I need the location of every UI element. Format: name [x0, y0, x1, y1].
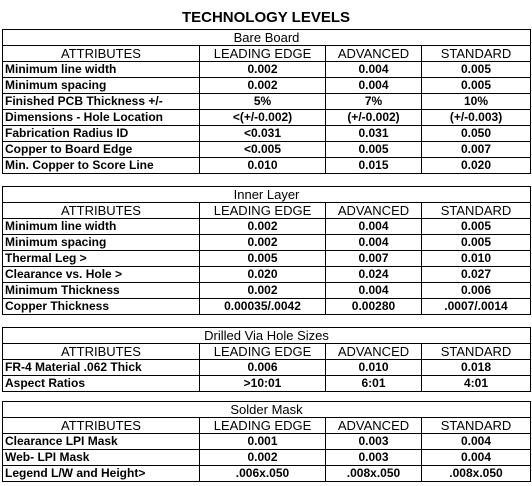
section-table-drilled-via-hole-sizes	[2, 327, 531, 392]
value-standard: 0.005	[422, 62, 531, 78]
section-header-row	[3, 187, 531, 203]
table-row	[3, 158, 531, 174]
column-header-leading-edge: LEADING EDGE	[200, 46, 326, 62]
section-heading: Bare Board	[3, 30, 531, 46]
value-standard: 0.004	[422, 450, 531, 466]
column-header-leading-edge: LEADING EDGE	[200, 203, 326, 219]
value-standard: .0007/.0014	[422, 299, 531, 315]
table-row	[3, 376, 531, 392]
value-advanced: 0.031	[326, 126, 422, 142]
section-table-solder-mask	[2, 401, 531, 482]
column-header-advanced: ADVANCED	[326, 418, 422, 434]
column-header-row	[3, 418, 531, 434]
column-header-attributes: ATTRIBUTES	[3, 418, 200, 434]
value-standard: .008x.050	[422, 466, 531, 482]
attribute-label: Finished PCB Thickness +/-	[3, 94, 200, 110]
column-header-row	[3, 344, 531, 360]
section-table-inner-layer	[2, 186, 531, 315]
value-leading-edge: 0.00035/.0042	[200, 299, 326, 315]
value-leading-edge: <(+/-0.002)	[200, 110, 326, 126]
value-leading-edge: 0.020	[200, 267, 326, 283]
column-header-attributes: ATTRIBUTES	[3, 344, 200, 360]
table-row	[3, 110, 531, 126]
value-standard: 0.007	[422, 142, 531, 158]
column-header-leading-edge: LEADING EDGE	[200, 418, 326, 434]
value-leading-edge: 0.010	[200, 158, 326, 174]
table-row	[3, 434, 531, 450]
value-leading-edge: 0.002	[200, 219, 326, 235]
table-row	[3, 235, 531, 251]
section-heading: Inner Layer	[3, 187, 531, 203]
value-advanced: 0.015	[326, 158, 422, 174]
value-leading-edge: 0.001	[200, 434, 326, 450]
value-standard: 0.018	[422, 360, 531, 376]
value-leading-edge: 0.002	[200, 235, 326, 251]
table-row	[3, 267, 531, 283]
value-leading-edge: >10:01	[200, 376, 326, 392]
value-leading-edge: .006x.050	[200, 466, 326, 482]
column-header-standard: STANDARD	[422, 46, 531, 62]
value-advanced: (+/-0.002)	[326, 110, 422, 126]
table-row	[3, 78, 531, 94]
attribute-label: Legend L/W and Height>	[3, 466, 200, 482]
value-standard: 10%	[422, 94, 531, 110]
column-header-standard: STANDARD	[422, 418, 531, 434]
attribute-label: Clearance vs. Hole >	[3, 267, 200, 283]
value-standard: 0.004	[422, 434, 531, 450]
value-advanced: 0.003	[326, 434, 422, 450]
section-header-row	[3, 30, 531, 46]
attribute-label: Aspect Ratios	[3, 376, 200, 392]
attribute-label: Minimum line width	[3, 219, 200, 235]
value-leading-edge: 5%	[200, 94, 326, 110]
table-row	[3, 450, 531, 466]
value-advanced: 0.007	[326, 251, 422, 267]
table-row	[3, 466, 531, 482]
value-advanced: 0.024	[326, 267, 422, 283]
column-header-row	[3, 46, 531, 62]
attribute-label: Copper Thickness	[3, 299, 200, 315]
value-standard: 0.027	[422, 267, 531, 283]
value-standard: 4:01	[422, 376, 531, 392]
table-row	[3, 299, 531, 315]
column-header-attributes: ATTRIBUTES	[3, 203, 200, 219]
value-standard: 0.005	[422, 78, 531, 94]
value-advanced: 0.003	[326, 450, 422, 466]
value-standard: 0.010	[422, 251, 531, 267]
document-title: TECHNOLOGY LEVELS	[181, 9, 351, 26]
value-standard: 0.006	[422, 283, 531, 299]
value-advanced: 0.005	[326, 142, 422, 158]
table-row	[3, 62, 531, 78]
attribute-label: Minimum Thickness	[3, 283, 200, 299]
table-row	[3, 142, 531, 158]
section-heading: Solder Mask	[3, 402, 531, 418]
table-row	[3, 283, 531, 299]
section-heading: Drilled Via Hole Sizes	[3, 328, 531, 344]
value-leading-edge: 0.006	[200, 360, 326, 376]
value-advanced: 7%	[326, 94, 422, 110]
value-standard: 0.005	[422, 219, 531, 235]
attribute-label: Web- LPI Mask	[3, 450, 200, 466]
attribute-label: Dimensions - Hole Location	[3, 110, 200, 126]
value-advanced: 0.004	[326, 78, 422, 94]
column-header-advanced: ADVANCED	[326, 46, 422, 62]
attribute-label: Minimum spacing	[3, 235, 200, 251]
value-leading-edge: 0.002	[200, 62, 326, 78]
section-table-bare-board	[2, 29, 531, 174]
column-header-standard: STANDARD	[422, 203, 531, 219]
value-advanced: .008x.050	[326, 466, 422, 482]
attribute-label: Minimum line width	[3, 62, 200, 78]
attribute-label: Clearance LPI Mask	[3, 434, 200, 450]
table-row	[3, 126, 531, 142]
value-leading-edge: 0.002	[200, 283, 326, 299]
attribute-label: Fabrication Radius ID	[3, 126, 200, 142]
column-header-leading-edge: LEADING EDGE	[200, 344, 326, 360]
attribute-label: Minimum spacing	[3, 78, 200, 94]
attribute-label: Min. Copper to Score Line	[3, 158, 200, 174]
table-row	[3, 94, 531, 110]
value-standard: 0.020	[422, 158, 531, 174]
value-leading-edge: <0.031	[200, 126, 326, 142]
value-leading-edge: 0.002	[200, 450, 326, 466]
value-standard: 0.050	[422, 126, 531, 142]
value-leading-edge: <0.005	[200, 142, 326, 158]
column-header-advanced: ADVANCED	[326, 344, 422, 360]
attribute-label: FR-4 Material .062 Thick	[3, 360, 200, 376]
value-standard: 0.005	[422, 235, 531, 251]
section-header-row	[3, 328, 531, 344]
value-advanced: 0.010	[326, 360, 422, 376]
section-header-row	[3, 402, 531, 418]
attribute-label: Copper to Board Edge	[3, 142, 200, 158]
column-header-standard: STANDARD	[422, 344, 531, 360]
value-leading-edge: 0.002	[200, 78, 326, 94]
value-advanced: 0.004	[326, 235, 422, 251]
value-advanced: 0.004	[326, 283, 422, 299]
value-advanced: 6:01	[326, 376, 422, 392]
value-leading-edge: 0.005	[200, 251, 326, 267]
value-advanced: 0.00280	[326, 299, 422, 315]
column-header-advanced: ADVANCED	[326, 203, 422, 219]
table-row	[3, 360, 531, 376]
table-row	[3, 251, 531, 267]
attribute-label: Thermal Leg >	[3, 251, 200, 267]
value-advanced: 0.004	[326, 62, 422, 78]
column-header-row	[3, 203, 531, 219]
table-row	[3, 219, 531, 235]
value-standard: (+/-0.003)	[422, 110, 531, 126]
column-header-attributes: ATTRIBUTES	[3, 46, 200, 62]
value-advanced: 0.004	[326, 219, 422, 235]
